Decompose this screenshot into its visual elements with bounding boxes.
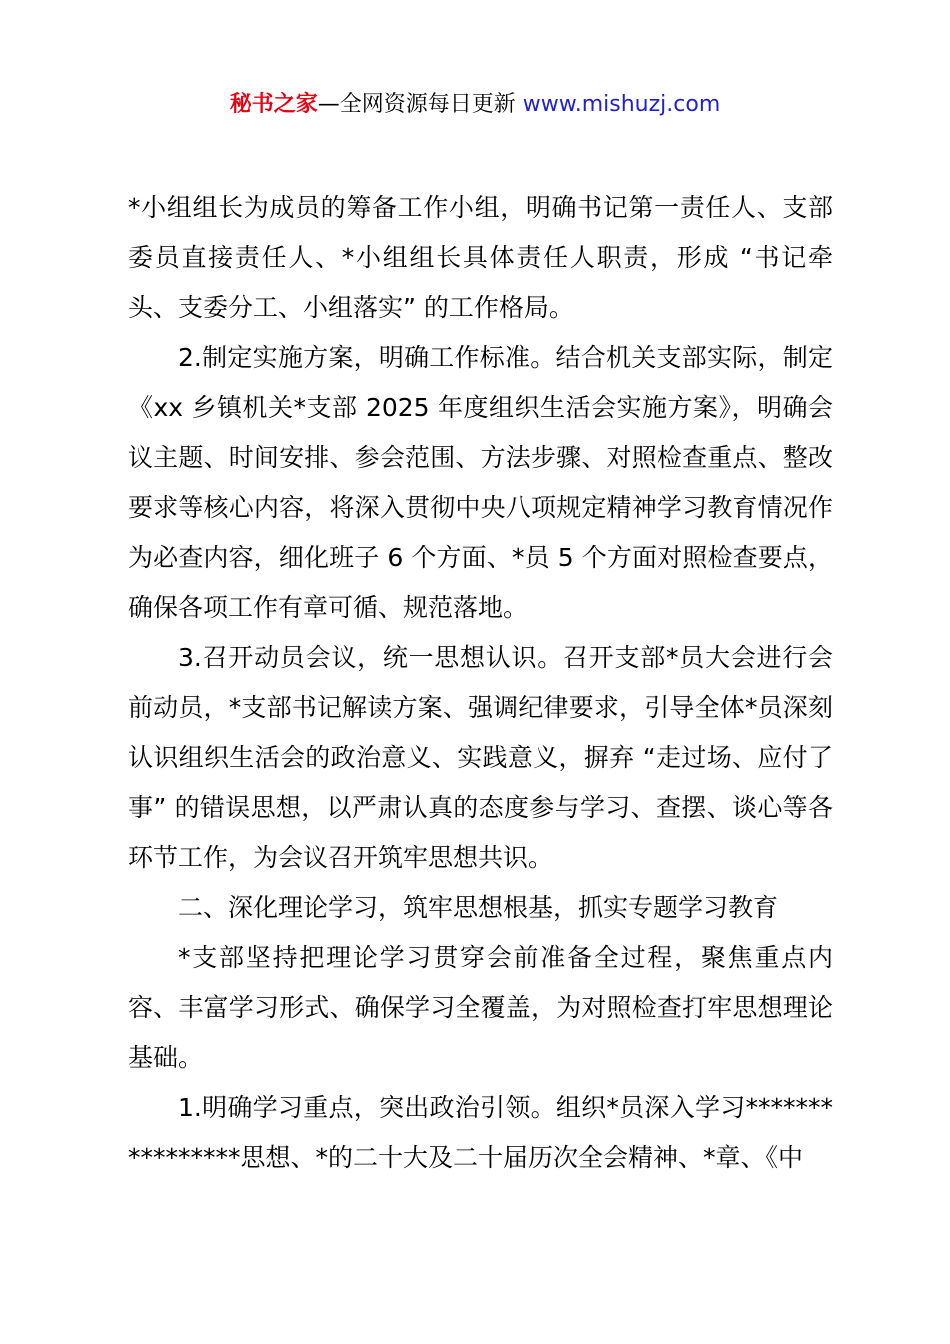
page-header [0,88,950,122]
section-intro: *支部坚持把理论学习贯穿会前准备全过程，聚焦重点内容、丰富学习形式、确保学习全覆盖，为对照检查打牢思想理论基础。 [128,943,833,1072]
website-link[interactable]: www.mishuzj.com [522,92,721,117]
paragraph-continuation: *小组组长为成员的筹备工作小组，明确书记第一责任人、支部委员直接责任人、*小组组长具体责任人职责，形成 “书记牵头、支委分工、小组落实” 的工作格局。 [128,193,833,322]
paragraph-item-1: 1.明确学习重点，突出政治引领。组织*员深入学习****************思想、*的二十大及二十届历次全会精神、*章、《中 [128,1093,833,1172]
paragraph-item-3: 3.召开动员会议，统一思想认识。召开支部*员大会进行会前动员，*支部书记解读方案、强调纪律要求，引导全体*员深刻认识组织生活会的政治意义、实践意义，摒弃 “走过场、应付了事” 的错误思想，以严肃认真的态度参与学习、查摆、谈心等各环节工作，为会议召开筑牢思想共识。 [128,643,833,872]
brand-name: 秘书之家 [229,92,318,117]
paragraph-item-2: 2.制定实施方案，明确工作标准。结合机关支部实际，制定《xx 乡镇机关*支部 2025 年度组织生活会实施方案》，明确会议主题、时间安排、参会范围、方法步骤、对照检查重点、整改要求等核心内容，将深入贯彻中央八项规定精神学习教育情况作为必查内容，细化班子 6 个方面、*员 5 个方面对照检查要点，确保各项工作有章可循、规范落地。 [128,343,833,622]
header-tagline: —全网资源每日更新 [317,92,523,117]
document-body [128,183,833,1183]
section-heading: 二、深化理论学习，筑牢思想根基，抓实专题学习教育 [178,893,779,922]
